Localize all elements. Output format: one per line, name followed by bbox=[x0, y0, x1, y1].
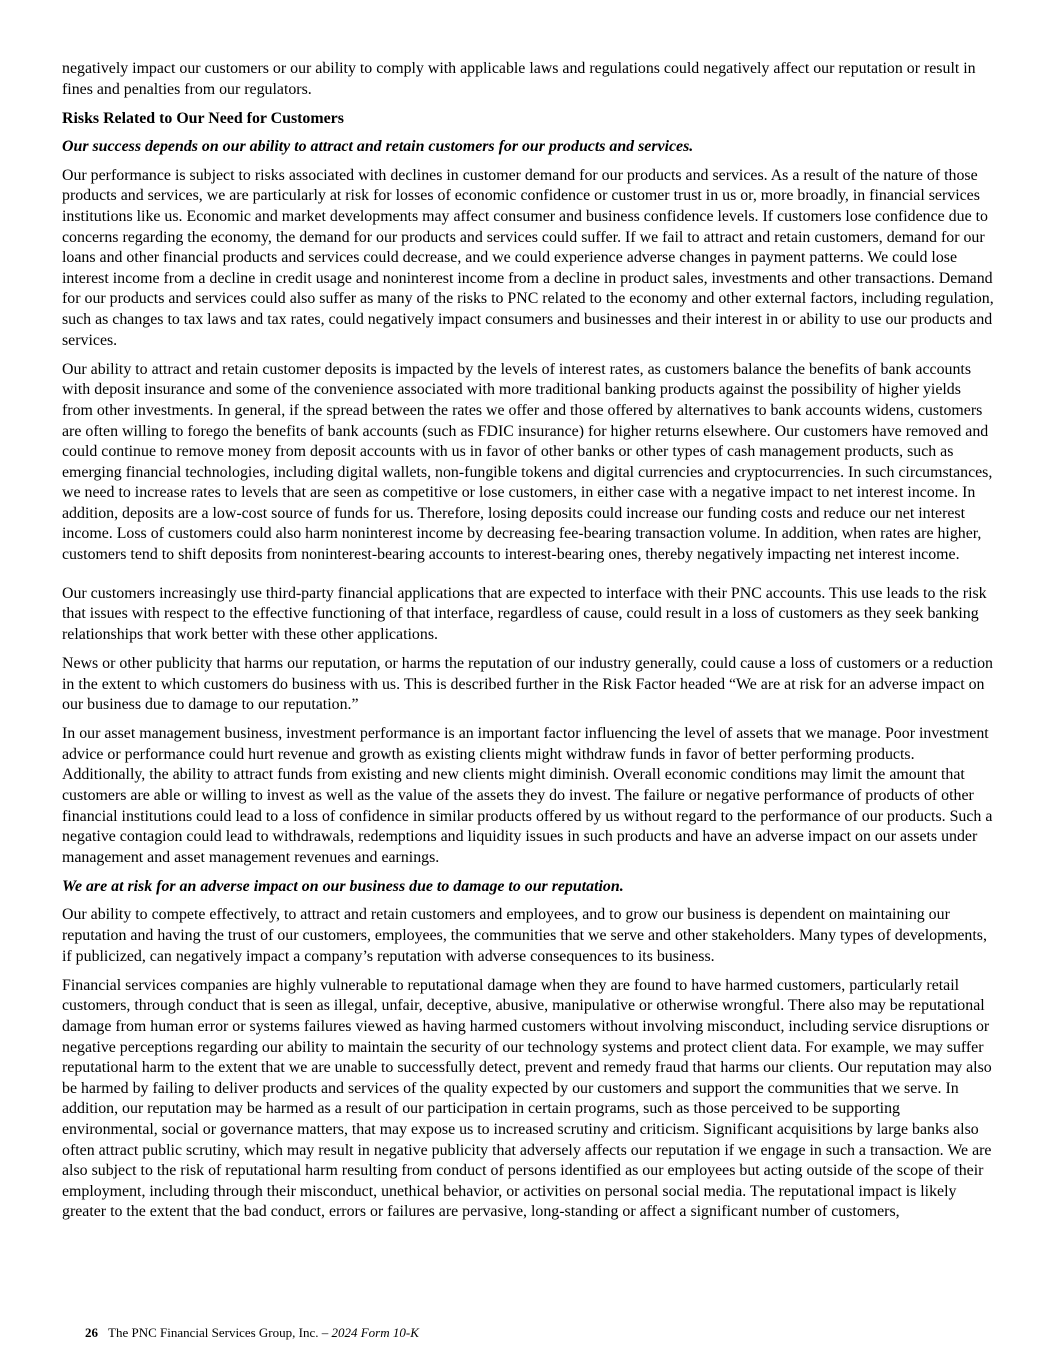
paragraph: News or other publicity that harms our reputation, or harms the reputation of our industry generally, could cause a loss of customers or a reduction in the extent to which customers do business with us. This is described further in the Risk Factor headed “We are at risk for an adverse impact on our business due to damage to our reputation.” bbox=[62, 654, 993, 714]
paragraph: Financial services companies are highly vulnerable to reputational damage when they are found to have harmed customers, particularly retail customers, through conduct that is seen as illegal, unfair, deceptive, abusive, manipulative or otherwise wrongful. There also may be reputational damage from human error or systems failures viewed as having harmed customers without involving misconduct, including service disruptions or negative perceptions regarding our ability to maintain the security of our technology systems and protect client data. For example, we may suffer reputational harm to the extent that we are unable to successfully detect, prevent and remedy fraud that harms our clients. Our reputation may also be harmed by failing to deliver products and services of the quality expected by our customers and support the communities that we serve. In addition, our reputation may be harmed as a result of our participation in certain programs, such as those perceived to be supporting environmental, social or governance matters, that may expose us to increased scrutiny and criticism. Significant acquisitions by large banks also often attract public scrutiny, which may result in negative publicity that adversely affects our reputation if we engage in such a transaction. We are also subject to the risk of reputational harm resulting from conduct of persons identified as our employees but acting outside of the scope of their employment, including through their misconduct, unethical behavior, or activities on personal social media. The reputational impact is likely greater to the extent that the bad conduct, errors or failures are pervasive, long-standing or affect a significant number of customers, bbox=[62, 976, 992, 1221]
paragraph: Our performance is subject to risks associated with declines in customer demand for our products and services. As a result of the nature of those products and services, we are particularly at risk for losses of economic confidence or customer trust in us or, more broadly, in financial services institutions like us. Economic and market developments may affect consumer and business confidence levels. If customers lose confidence due to concerns regarding the economy, the demand for our products and services could suffer. If we fail to attract and retain customers, demand for our loans and other financial products and services could decrease, and we could experience adverse changes in payment patterns. We could lose interest income from a decline in credit usage and noninterest income from a decline in product sales, investments and other transactions. Demand for our products and services could also suffer as many of the risks to PNC related to the economy and other external factors, including regulation, such as changes to tax laws and tax rates, could negatively impact consumers and businesses and their interest in or ability to use our products and services. bbox=[62, 166, 994, 349]
risk-factor-heading: We are at risk for an adverse impact on our business due to damage to our reputation. bbox=[62, 877, 624, 895]
footer-company: The PNC Financial Services Group, Inc. – bbox=[108, 1325, 329, 1340]
paragraph: Our ability to compete effectively, to attract and retain customers and employees, and to grow our business is dependent on maintaining our reputation and having the trust of our customers, employees, the communities that we serve and other stakeholders. Many types of developments, if publicized, can negatively impact a company’s reputation with adverse consequences to its business. bbox=[62, 906, 987, 965]
footer-form: 2024 Form 10-K bbox=[331, 1325, 419, 1340]
page-number: 26 bbox=[85, 1325, 98, 1340]
paragraph: Our customers increasingly use third-party financial applications that are expected to interface with their PNC accounts. This use leads to the risk that issues with respect to the effective functioning of that interface, regardless of cause, could result in a loss of customers as they seek banking relationships that work better with these other applications. bbox=[62, 584, 987, 643]
section-heading: Risks Related to Our Need for Customers bbox=[62, 109, 344, 127]
paragraph: Our ability to attract and retain customer deposits is impacted by the levels of interest rates, as customers balance the benefits of bank accounts with deposit insurance and some of the convenience associated with more traditional banking products against the possibility of higher yields from other investments. In general, if the spread between the rates we offer and those offered by alternatives to bank accounts widens, customers are often willing to forego the benefits of bank accounts (such as FDIC insurance) for higher returns elsewhere. Our customers have removed and could continue to remove money from deposit accounts with us in favor of other banks or other types of cash management products, such as emerging financial technologies, including digital wallets, non-fungible tokens and digital currencies and cryptocurrencies. In such circumstances, we need to increase rates to levels that are seen as competitive or lose customers, in either case with a negative impact to net interest income. In addition, deposits are a low-cost source of funds for us. Therefore, losing deposits could increase our funding costs and reduce our net interest income. Loss of customers could also harm noninterest income by decreasing fee-bearing transaction volume. In addition, when rates are higher, customers tend to shift deposits from noninterest-bearing accounts to interest-bearing ones, thereby negatively impacting net interest income. bbox=[62, 360, 993, 564]
paragraph: In our asset management business, investment performance is an important factor influencing the level of assets that we manage. Poor investment advice or performance could hurt revenue and growth as existing clients might withdraw funds in favor of better performing products. Additionally, the ability to attract funds from existing and new clients might diminish. Overall economic conditions may limit the amount that customers are able or willing to invest as well as the value of the assets they do invest. The failure or negative performance of products of other financial institutions could lead to a loss of confidence in similar products offered by us without regard to the performance of our products. Such a negative contagion could lead to withdrawals, redemptions and liquidity issues in such products and have an adverse impact on our assets under management and asset management revenues and earnings. bbox=[62, 725, 993, 866]
page-footer bbox=[85, 1325, 419, 1341]
document-body bbox=[62, 59, 995, 1231]
paragraph-continued: negatively impact our customers or our ability to comply with applicable laws and regulations could negatively affect our reputation or result in fines and penalties from our regulators. bbox=[62, 60, 976, 98]
risk-factor-heading: Our success depends on our ability to attract and retain customers for our products and services. bbox=[62, 138, 694, 156]
